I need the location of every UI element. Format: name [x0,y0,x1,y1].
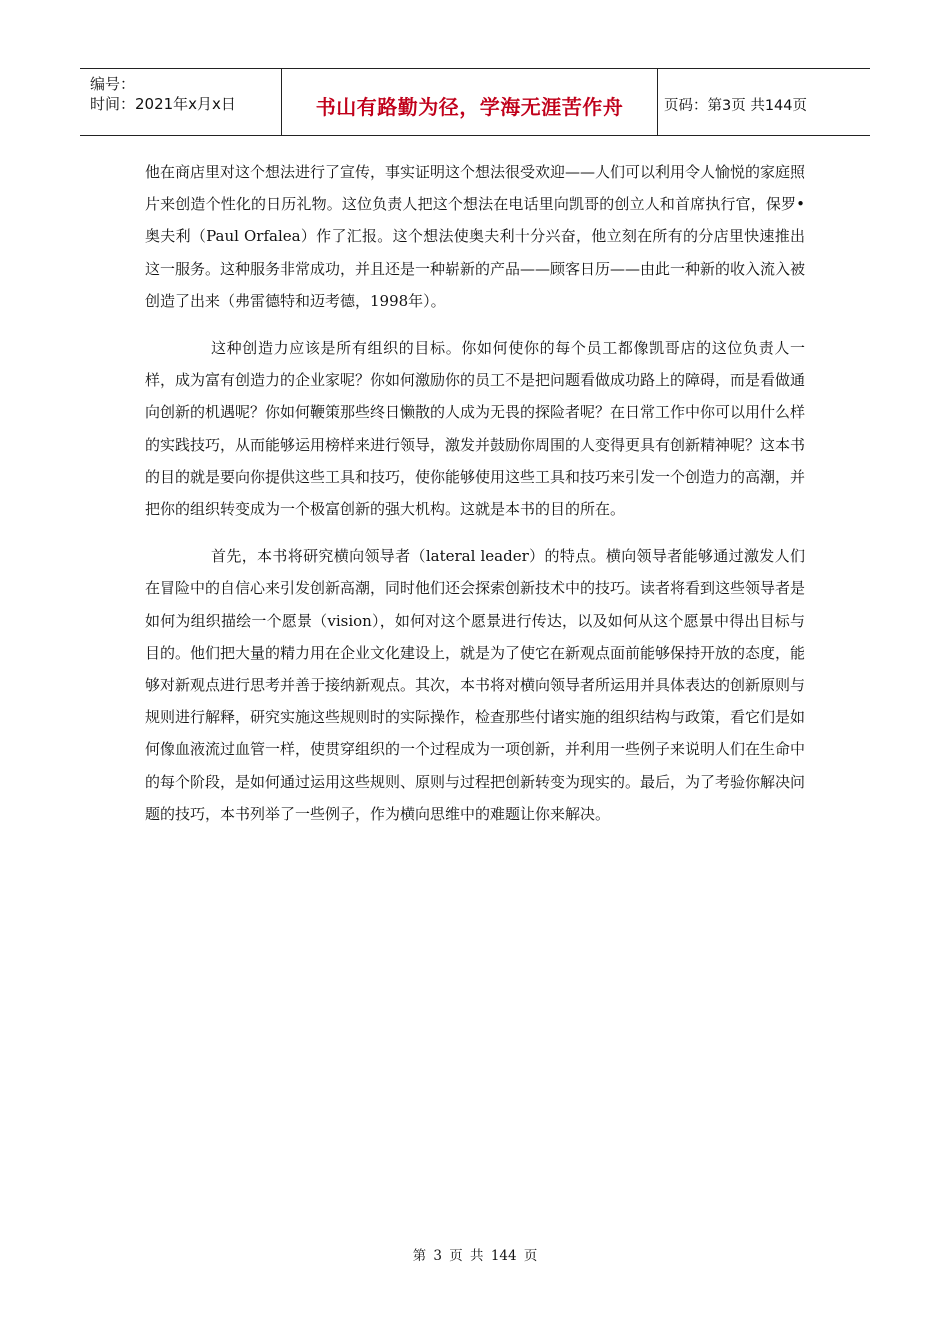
document-time-label: 时间：2021年x月x日 [90,95,236,113]
document-header [80,68,870,136]
header-page-cell [658,69,870,135]
body-paragraph-1: 他在商店里对这个想法进行了宣传，事实证明这个想法很受欢迎——人们可以利用令人愉悦的家庭照片来创造个性化的日历礼物。这位负责人把这个想法在电话里向凯哥的创立人和首席执行官，保罗•奥夫利（Paul Orfalea）作了汇报。这个想法使奥夫利十分兴奋，他立刻在所有的分店里快速推出这一服务。这种服务非常成功，并且还是一种崭新的产品——顾客日历——由此一种新的收入流入被创造了出来（弗雷德特和迈考德，1998年）。 [145,163,806,310]
page-footer: 第 3 页 共 144 页 [412,1248,538,1264]
document-number-label: 编号： [90,75,136,93]
header-meta-cell [80,69,282,135]
body-paragraph-3: 首先，本书将研究横向领导者（lateral leader）的特点。横向领导者能够通过激发人们在冒险中的自信心来引发创新高潮，同时他们还会探索创新技术中的技巧。读者将看到这些领导者是如何为组织描绘一个愿景（vision），如何对这个愿景进行传达，以及如何从这个愿景中得出目标与目的。他们把大量的精力用在企业文化建设上，就是为了使它在新观点面前能够保持开放的态度，能够对新观点进行思考并善于接纳新观点。其次，本书将对横向领导者所运用并具体表达的创新原则与规则进行解释，研究实施这些规则时的实际操作，检查那些付诸实施的组织结构与政策，看它们是如何像血液流过血管一样，使贯穿组织的一个过程成为一项创新，并利用一些例子来说明人们在生命中的每个阶段，是如何通过运用这些规则、原则与过程把创新转变为现实的。最后，为了考验你解决问题的技巧，本书列举了一些例子，作为横向思维中的难题让你来解决。 [145,547,806,823]
header-motto-cell [282,69,658,135]
body-paragraph-2: 这种创造力应该是所有组织的目标。你如何使你的每个员工都像凯哥店的这位负责人一样，成为富有创造力的企业家呢？你如何激励你的员工不是把问题看做成功路上的障碍，而是看做通向创新的机遇呢？你如何鞭策那些终日懒散的人成为无畏的探险者呢？在日常工作中你可以用什么样的实践技巧，从而能够运用榜样来进行领导，激发并鼓励你周围的人变得更具有创新精神呢？这本书的目的就是要向你提供这些工具和技巧，使你能够使用这些工具和技巧来引发一个创造力的高潮，并把你的组织转变成为一个极富创新的强大机构。这就是本书的目的所在。 [145,339,806,519]
header-motto: 书山有路勤为径，学海无涯苦作舟 [315,95,624,119]
document-body [145,156,805,845]
header-page-info: 页码：第3页 共144页 [664,98,808,114]
